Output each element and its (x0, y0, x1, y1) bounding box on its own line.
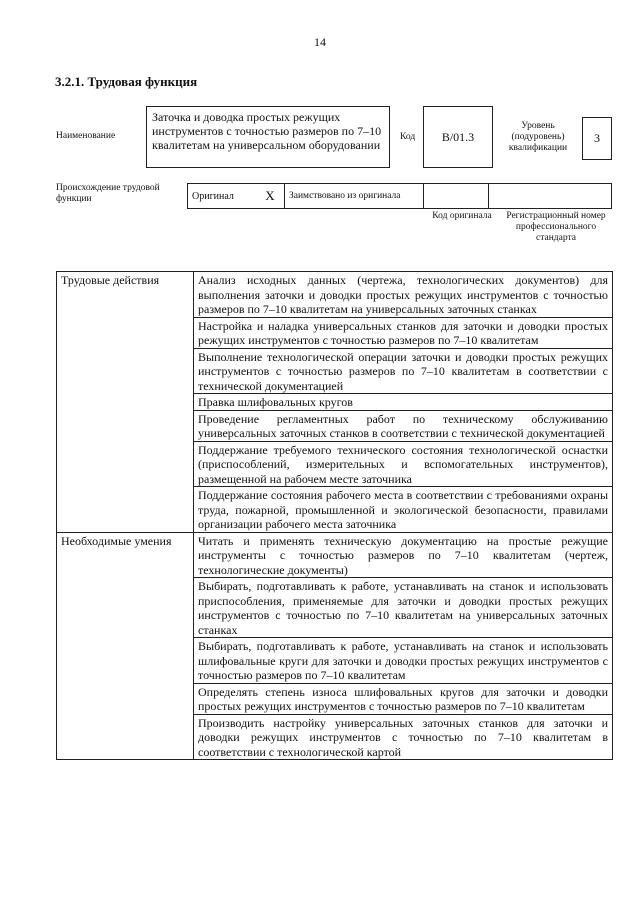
code-label: Код (400, 132, 416, 142)
required-skill: Читать и применять техническую документацию на простые режущие инструменты с точностью размеров по 7–10 квалитетам (чертеж, технологические документы) (194, 532, 613, 578)
code-caption: Код оригинала (432, 211, 492, 221)
required-skill: Выбирать, подготавливать к работе, устанавливать на станок и использовать приспособления, применяемые для заточки и доводки простых режущих инструментов с точностью по 7–10 квалитетам на универсальных заточных станках (194, 578, 613, 638)
origin-label: Происхождение трудовой функции (56, 183, 160, 204)
reg-number-caption: Регистрационный номер профессионального стандарта (506, 211, 606, 243)
section-label: Необходимые умения (57, 532, 194, 760)
labor-action: Правка шлифовальных кругов (194, 394, 613, 411)
labor-function-table (56, 271, 613, 760)
table-row (57, 272, 613, 318)
name-label: Наименование (56, 131, 116, 141)
origin-code-cell (424, 184, 489, 209)
labor-action: Поддержание состояния рабочего места в соответствии с требованиями охраны труда, пожарной, промышленной и экологической безопасности, правилами организации рабочего места заточника (194, 487, 613, 533)
required-skill: Определять степень износа шлифовальных кругов для заточки и доводки простых режущих инструментов с точностью размеров по 7–10 квалитетам (194, 683, 613, 714)
labor-action: Поддержание требуемого технического состояния технологической оснастки (приспособлений, измерительных и вспомогательных инструментов), размещенной на рабочем месте заточника (194, 441, 613, 487)
borrowed-label: Заимствовано из оригинала (285, 184, 424, 209)
origin-table (187, 183, 612, 209)
labor-action: Анализ исходных данных (чертежа, технологических документов) для выполнения заточки и доводки простых режущих инструментов с точностью размеров по 7–10 квалитетам на универсальных заточных станках (194, 272, 613, 318)
labor-action: Проведение регламентных работ по техническому обслуживанию универсальных заточных станков в соответствии с технической документацией (194, 410, 613, 441)
origin-reg-cell (489, 184, 612, 209)
page-number: 14 (314, 35, 326, 49)
original-mark: X (256, 184, 285, 209)
qualification-level-label: Уровень (подуровень) квалификации (508, 121, 568, 153)
labor-action: Выполнение технологической операции заточки и доводки простых режущих инструментов с точностью размеров по 7–10 квалитетам в соответствии с технической документацией (194, 348, 613, 394)
code-value: B/01.3 (423, 106, 493, 168)
function-name-value: Заточка и доводка простых режущих инструментов с точностью размеров по 7–10 квалитетам на универсальном оборудовании (146, 106, 390, 168)
original-label: Оригинал (188, 184, 257, 209)
section-label: Трудовые действия (57, 272, 194, 533)
labor-action: Настройка и наладка универсальных станков для заточки и доводки простых режущих инструментов с точностью размеров по 7–10 квалитетам (194, 317, 613, 348)
table-row (57, 532, 613, 578)
qualification-level-value: 3 (582, 117, 612, 160)
required-skill: Выбирать, подготавливать к работе, устанавливать на станок и использовать шлифовальные круги для заточки и доводки простых режущих инструментов с точностью размеров по 7–10 квалитетам (194, 638, 613, 684)
section-title: 3.2.1. Трудовая функция (55, 74, 198, 89)
required-skill: Производить настройку универсальных заточных станков для заточки и доводки режущих инструментов с точностью по 7–10 квалитетам в соответствии с технологической картой (194, 714, 613, 760)
